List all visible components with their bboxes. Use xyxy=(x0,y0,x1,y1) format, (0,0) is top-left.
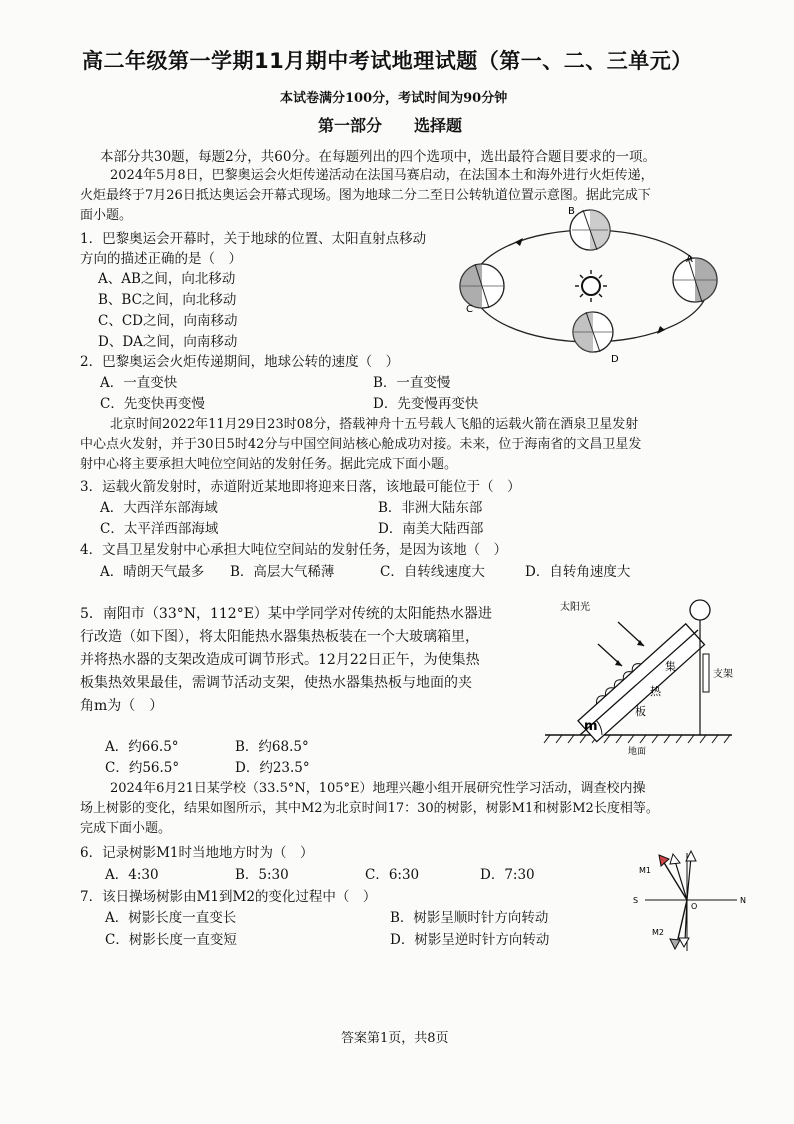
q4-option-c: C．自转线速度大 xyxy=(380,564,485,580)
earth-d xyxy=(573,312,613,352)
q6-option-b: B．5:30 xyxy=(235,867,289,883)
label-south: S xyxy=(633,896,639,905)
q1-option-d: D、DA之间，向南移动 xyxy=(98,334,238,350)
label-collector-2: 热 xyxy=(650,685,661,698)
material3-line3: 完成下面小题。 xyxy=(80,821,172,836)
q5-line5: 角m为（ ） xyxy=(80,698,164,714)
q5-option-c: C．约56.5° xyxy=(105,760,180,776)
earth-c xyxy=(460,264,504,308)
label-bracket: 支架 xyxy=(713,669,733,680)
q1-stem-line2: 方向的描述正确的是（ ） xyxy=(80,251,242,267)
q7-stem: 7．该日操场树影由M1到M2的变化过程中（ ） xyxy=(80,889,377,905)
q4-option-a: A．晴朗天气最多 xyxy=(100,564,205,580)
q7-option-d: D．树影呈逆时针方向转动 xyxy=(390,932,550,948)
instructions: 本部分共30题，每题2分，共60分。在每题列出的四个选项中，选出最符合题目要求的一项。 xyxy=(100,149,656,165)
q4-option-d: D．自转角速度大 xyxy=(525,564,631,580)
q6-option-a: A．4:30 xyxy=(105,867,159,883)
exam-subtitle: 本试卷满分100分，考试时间为90分钟 xyxy=(280,91,508,106)
q2-option-d: D．先变慢再变快 xyxy=(373,396,479,412)
q2-option-b: B．一直变慢 xyxy=(373,375,451,391)
q3-option-a: A．大西洋东部海域 xyxy=(100,500,218,516)
q7-option-c: C．树影长度一直变短 xyxy=(105,932,237,948)
orbit-label-c: C xyxy=(466,304,473,315)
q6-option-d: D．7:30 xyxy=(480,867,535,883)
material3-line1: 2024年6月21日某学校（33.5°N，105°E）地理兴趣小组开展研究性学习活动，调查校内操 xyxy=(110,781,646,796)
q1-option-c: C、CD之间，向南移动 xyxy=(98,313,238,329)
page-footer: 答案第1页，共8页 xyxy=(341,1031,449,1046)
material1-line2: 火炬最终于7月26日抵达奥运会开幕式现场。图为地球二分二至日公转轨道位置示意图。据此完成下 xyxy=(80,188,651,203)
earth-b xyxy=(570,210,610,250)
label-origin: O xyxy=(691,902,698,911)
q6-option-c: C．6:30 xyxy=(365,867,420,883)
material1-line3: 面小题。 xyxy=(80,208,133,223)
material2-line3: 射中心将主要承担大吨位空间站的发射任务。据此完成下面小题。 xyxy=(80,457,458,472)
q5-line4: 板集热效果最佳，需调节活动支架，使热水器集热板与地面的夹 xyxy=(80,675,472,691)
orbit-label-a: A xyxy=(686,254,693,265)
sun-icon xyxy=(575,270,607,302)
material3-line2: 场上树影的变化，结果如图所示，其中M2为北京时间17：30的树影，树影M1和树影M2长度相等。 xyxy=(80,801,659,816)
q1-stem-line1: 1．巴黎奥运会开幕时，关于地球的位置、太阳直射点移动 xyxy=(80,231,427,247)
orbit-diagram xyxy=(455,200,725,370)
label-sunlight: 太阳光 xyxy=(560,602,590,613)
q3-stem: 3．运载火箭发射时，赤道附近某地即将迎来日落，该地最可能位于（ ） xyxy=(80,479,521,495)
q5-line1: 5．南阳市（33°N，112°E）某中学同学对传统的太阳能热水器进 xyxy=(80,606,492,622)
q3-option-d: D．南美大陆西部 xyxy=(378,521,484,537)
q4-stem: 4．文昌卫星发射中心承担大吨位空间站的发射任务，是因为该地（ ） xyxy=(80,542,508,558)
material2-line1: 北京时间2022年11月29日23时08分，搭载神舟十五号载人飞船的运载火箭在酒泉卫星发射 xyxy=(110,417,639,432)
q2-option-a: A．一直变快 xyxy=(100,375,178,391)
label-ground: 地面 xyxy=(628,747,647,757)
tree-shadow-diagram xyxy=(625,843,755,963)
q5-line3: 并将热水器的支架改造成可调节形式。12月22日正午，为使集热 xyxy=(80,652,480,668)
q3-option-b: B．非洲大陆东部 xyxy=(378,500,483,516)
q5-line2: 行改造（如下图），将太阳能热水器集热板装在一个大玻璃箱里， xyxy=(80,629,479,645)
q6-stem: 6．记录树影M1时当地地方时为（ ） xyxy=(80,845,314,861)
label-m2: M2 xyxy=(652,928,664,937)
q1-option-b: B、BC之间，向北移动 xyxy=(98,292,237,308)
q7-option-a: A．树影长度一直变长 xyxy=(105,910,237,926)
earth-a xyxy=(673,258,717,302)
q2-stem: 2．巴黎奥运会火炬传递期间，地球公转的速度（ ） xyxy=(80,354,400,370)
label-north: N xyxy=(740,896,746,905)
exam-title: 高二年级第一学期11月期中考试地理试题（第一、二、三单元） xyxy=(82,49,693,73)
q5-option-a: A．约66.5° xyxy=(105,739,179,755)
q1-option-a: A、AB之间，向北移动 xyxy=(98,271,236,287)
q3-option-c: C．太平洋西部海域 xyxy=(100,521,219,537)
label-collector-1: 集 xyxy=(665,660,676,673)
label-angle-m: m xyxy=(584,719,598,734)
q5-option-d: D．约23.5° xyxy=(235,760,310,776)
q2-option-c: C．先变快再变慢 xyxy=(100,396,205,412)
orbit-label-b: B xyxy=(568,206,575,217)
q4-option-b: B．高层大气稀薄 xyxy=(230,564,335,580)
material1-line1: 2024年5月8日，巴黎奥运会火炬传递活动在法国马赛启动，在法国本土和海外进行火炬传递， xyxy=(110,168,654,183)
solar-heater-diagram xyxy=(540,592,740,757)
material2-line2: 中心点火发射，并于30日5时42分与中国空间站核心舱成功对接。未来，位于海南省的文昌卫星发 xyxy=(80,437,642,452)
q7-option-b: B．树影呈顺时针方向转动 xyxy=(390,910,549,926)
part-title: 第一部分 选择题 xyxy=(318,116,463,135)
label-m1: M1 xyxy=(639,866,651,875)
orbit-label-d: D xyxy=(611,354,619,365)
q5-option-b: B．约68.5° xyxy=(235,739,309,755)
label-collector-3: 板 xyxy=(635,705,646,718)
